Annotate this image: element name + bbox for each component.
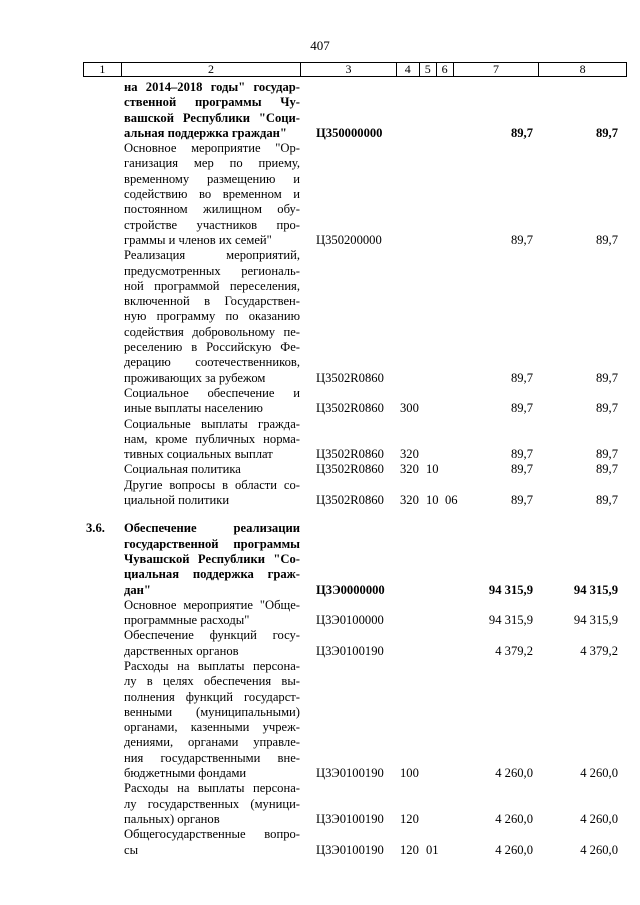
row-name-line: Социальная политика [124,462,241,477]
row-name-line: Расходы на выплаты персона- [124,781,300,796]
page-number: 407 [310,38,330,53]
table-row [0,598,640,629]
row-name-line: ния государственными вне- [124,750,300,765]
row-name-line: дениями, органами управле- [124,735,300,750]
row-name-line: Социальные выплаты гражда- [124,416,300,431]
subsection-code: 06 [445,493,458,508]
target-article-code: Ц3Э0100190 [316,842,384,857]
row-name [124,827,300,858]
table-row [0,521,640,597]
row-name-line: предусмотренных региональ- [124,263,300,278]
row-name-line: пальных) органов [124,811,220,826]
target-article-code: Ц3Э0100000 [316,613,384,628]
amount-col-8: 4 260,0 [580,842,618,857]
row-name [124,417,300,463]
row-name-line: лу государственных (муници- [124,796,300,811]
row-name-line: ной программой переселения, [124,278,300,293]
amount-col-8: 89,7 [595,125,618,140]
amount-col-7: 89,7 [510,370,533,385]
expense-type-code: 320 [400,462,419,477]
row-name-line: вашской Республики "Соци- [124,110,300,125]
row-name-line: временному размещению и [124,171,300,186]
expense-type-code: 120 [400,811,419,826]
expense-type-code: 120 [400,842,419,857]
row-name-line: альная поддержка граждан" [124,125,287,140]
header-col-3: 3 [301,63,397,76]
row-name [124,478,300,509]
table-row [0,248,640,386]
table-header [83,62,627,77]
row-name-line: лу в целях обеспечения вы- [124,674,300,689]
row-name-line: граммы и членов их семей" [124,232,272,247]
expense-type-code: 300 [400,401,419,416]
target-article-code: Ц3502R0860 [316,370,384,385]
target-article-code: Ц3502R0860 [316,493,384,508]
amount-col-8: 89,7 [595,462,618,477]
amount-col-7: 4 260,0 [495,811,533,826]
target-article-code: Ц3Э0100190 [316,766,384,781]
row-name [124,248,300,386]
table-row [0,417,640,463]
row-name-line: государственной программы [124,536,300,551]
table-row [0,827,640,858]
target-article-code: Ц3Э0100190 [316,811,384,826]
header-col-6: 6 [437,63,454,76]
row-name [124,386,300,417]
row-name-line: проживающих за рубежом [124,370,266,385]
row-name-line: Обеспечение реализации [124,521,300,536]
section-code: 10 [426,493,439,508]
expense-type-code: 100 [400,766,419,781]
header-col-5: 5 [420,63,437,76]
row-name-line: сы [124,842,139,857]
row-name-line: дерацию соотечественников, [124,355,300,370]
row-name [124,781,300,827]
row-name [124,628,300,659]
row-name [124,598,300,629]
row-spacer [0,508,640,521]
section-code: 10 [426,462,439,477]
target-article-code: Ц3502R0860 [316,447,384,462]
row-name-line: органами, казенными учреж- [124,720,300,735]
amount-col-8: 89,7 [595,401,618,416]
row-name-line: бюджетными фондами [124,766,247,781]
row-name-line: Общегосударственные вопро- [124,827,300,842]
row-name [124,141,300,248]
header-col-1: 1 [84,63,122,76]
row-name-line: реселению в Российскую Фе- [124,340,300,355]
header-col-2: 2 [122,63,301,76]
target-article-code: Ц350000000 [316,125,383,140]
table-row [0,462,640,477]
row-name-line: на 2014–2018 годы" государ- [124,80,300,94]
row-name-line: ственной программы Чу- [124,95,300,110]
row-name-line: ную программу по оказанию [124,309,300,324]
table-row [0,141,640,248]
row-name-line: дан" [124,582,151,597]
row-name-line: программные расходы" [124,613,250,628]
amount-col-7: 89,7 [510,493,533,508]
amount-col-7: 4 260,0 [495,842,533,857]
header-col-8: 8 [579,62,586,76]
row-name-line: Основное мероприятие "Обще- [124,597,300,612]
target-article-code: Ц3Э0000000 [316,582,385,597]
row-name-line: ганизация мер по приему, [124,156,300,171]
amount-col-7: 89,7 [510,447,533,462]
table-row [0,781,640,827]
amount-col-8: 89,7 [595,370,618,385]
row-name-line: Социальное обеспечение и [124,385,300,400]
amount-col-7: 89,7 [510,462,533,477]
amount-col-8: 89,7 [595,447,618,462]
row-name-line: иные выплаты населению [124,401,263,416]
amount-col-7: 4 379,2 [495,643,533,658]
amount-col-7: 94 315,9 [488,582,533,597]
table-row [0,478,640,509]
amount-col-8: 89,7 [595,232,618,247]
target-article-code: Ц3502R0860 [316,401,384,416]
amount-col-8: 4 260,0 [580,766,618,781]
row-name-line: Расходы на выплаты персона- [124,658,300,673]
row-name-line: нам, кроме публичных норма- [124,431,300,446]
header-col-4: 4 [397,63,420,76]
row-name [124,80,300,141]
amount-col-7: 89,7 [510,125,533,140]
header-col-7: 7 [454,63,540,76]
row-name-line: Другие вопросы в области со- [124,477,300,492]
expense-type-code: 320 [400,493,419,508]
row-name-line: тивных социальных выплат [124,447,273,462]
row-name [124,462,300,477]
row-name [124,659,300,781]
row-name-line: Реализация мероприятий, [124,248,300,263]
table-row [0,386,640,417]
amount-col-8: 94 315,9 [573,582,618,597]
row-name-line: венными (муниципальными) [124,704,300,719]
amount-col-7: 89,7 [510,401,533,416]
table-body [0,80,640,858]
row-number: 3.6. [86,521,105,536]
target-article-code: Ц3Э0100190 [316,643,384,658]
row-name-line: Чувашской Республики "Со- [124,551,300,566]
expense-type-code: 320 [400,447,419,462]
row-name-line: содействию во временном и [124,187,300,202]
table-row [0,659,640,781]
amount-col-7: 89,7 [510,232,533,247]
target-article-code: Ц350200000 [316,232,382,247]
target-article-code: Ц3502R0860 [316,462,384,477]
row-name-line: содействия добровольному пе- [124,324,300,339]
section-code: 01 [426,842,439,857]
row-name-line: циальной политики [124,493,230,508]
row-name [124,521,300,597]
table-row [0,80,640,141]
amount-col-8: 89,7 [595,493,618,508]
amount-col-8: 94 315,9 [573,613,618,628]
amount-col-7: 4 260,0 [495,766,533,781]
amount-col-8: 4 260,0 [580,811,618,826]
row-name-line: дарственных органов [124,643,239,658]
amount-col-7: 94 315,9 [488,613,533,628]
row-name-line: постоянном жилищном обу- [124,202,300,217]
table-row [0,628,640,659]
row-name-line: Основное мероприятие "Ор- [124,141,300,156]
amount-col-8: 4 379,2 [580,643,618,658]
row-name-line: стройстве участников про- [124,217,300,232]
row-name-line: Обеспечение функций госу- [124,628,300,643]
row-name-line: циальная поддержка граж- [124,567,300,582]
row-name-line: полнения функций государст- [124,689,300,704]
row-name-line: включенной в Государствен- [124,294,300,309]
